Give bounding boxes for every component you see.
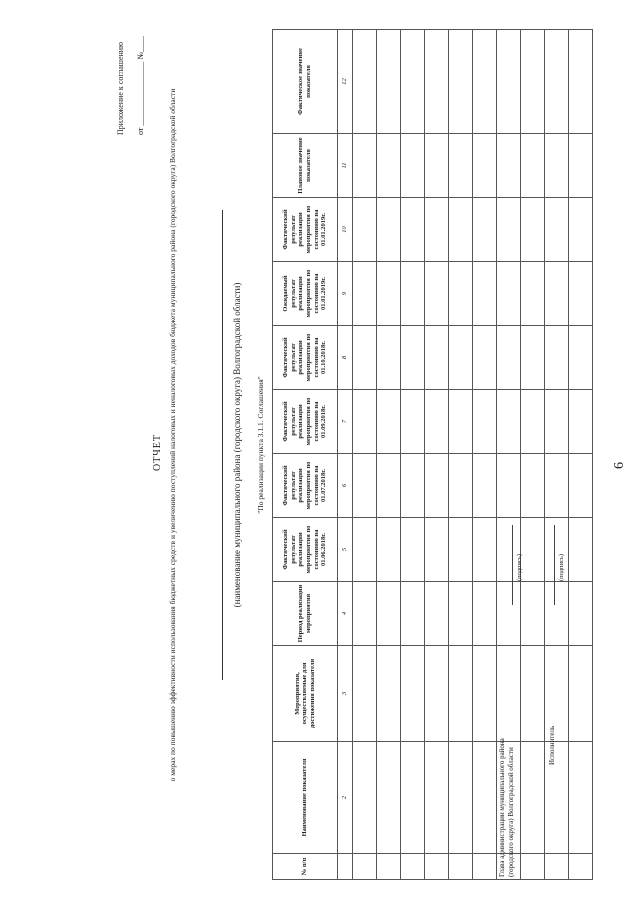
table-cell bbox=[545, 582, 569, 646]
table-row bbox=[353, 30, 377, 880]
table-row bbox=[569, 30, 593, 880]
table-row bbox=[425, 30, 449, 880]
table-cell bbox=[401, 134, 425, 198]
table-cell bbox=[353, 742, 377, 854]
table-cell bbox=[377, 390, 401, 454]
table-cell bbox=[545, 326, 569, 390]
header-cell: Фактический результат реализации мероприятия по состоянию на 01.07.2018г. bbox=[273, 454, 338, 518]
table-cell bbox=[353, 582, 377, 646]
table-cell bbox=[377, 198, 401, 262]
header-cell: № п/п bbox=[273, 854, 338, 880]
table-cell bbox=[545, 454, 569, 518]
table-cell bbox=[569, 854, 593, 880]
table-cell bbox=[425, 854, 449, 880]
table-row bbox=[521, 30, 545, 880]
table-cell bbox=[545, 134, 569, 198]
table-cell bbox=[545, 262, 569, 326]
municipality-caption: (наименование муниципального района (городского округа) Волгоградской области) bbox=[232, 282, 242, 608]
column-number: 2 bbox=[338, 742, 353, 854]
table-cell bbox=[569, 646, 593, 742]
table-cell bbox=[377, 134, 401, 198]
table-cell bbox=[497, 390, 521, 454]
column-number: 6 bbox=[338, 454, 353, 518]
table-cell bbox=[545, 854, 569, 880]
table-cell bbox=[353, 262, 377, 326]
table-cell bbox=[569, 326, 593, 390]
table-cell bbox=[497, 454, 521, 518]
page-number: 6 bbox=[612, 462, 627, 469]
table-cell bbox=[425, 30, 449, 134]
table-row bbox=[449, 30, 473, 880]
column-number: 7 bbox=[338, 390, 353, 454]
table-cell bbox=[497, 198, 521, 262]
header-cell: Фактический результат реализации мероприятия по состоянию на 01.01.2019г. bbox=[273, 198, 338, 262]
table-cell bbox=[473, 742, 497, 854]
head-signature-line bbox=[512, 525, 513, 605]
table-cell bbox=[521, 134, 545, 198]
table-cell bbox=[401, 646, 425, 742]
report-basis: "По реализации пункта 3.1.1. Соглашения" bbox=[256, 376, 265, 514]
table-cell bbox=[401, 198, 425, 262]
table-cell bbox=[473, 198, 497, 262]
table-cell bbox=[425, 518, 449, 582]
table-cell bbox=[521, 454, 545, 518]
table-cell bbox=[377, 854, 401, 880]
table-cell bbox=[449, 518, 473, 582]
table-cell bbox=[521, 854, 545, 880]
column-number: 10 bbox=[338, 198, 353, 262]
table-cell bbox=[353, 134, 377, 198]
table-cell bbox=[473, 646, 497, 742]
table-cell bbox=[449, 326, 473, 390]
table-cell bbox=[521, 390, 545, 454]
table-cell bbox=[425, 742, 449, 854]
executor-signature-line bbox=[554, 525, 555, 605]
table-cell bbox=[425, 198, 449, 262]
table-cell bbox=[353, 390, 377, 454]
column-number bbox=[338, 854, 353, 880]
municipality-name-line bbox=[222, 210, 223, 680]
table-cell bbox=[401, 390, 425, 454]
table-cell bbox=[473, 326, 497, 390]
column-number: 8 bbox=[338, 326, 353, 390]
executor-signature-label: (подпись) bbox=[558, 554, 565, 581]
header-cell: Плановое значение показателя bbox=[273, 134, 338, 198]
table-header-row bbox=[273, 30, 338, 880]
table-cell bbox=[569, 134, 593, 198]
table-cell bbox=[353, 854, 377, 880]
table-cell bbox=[569, 742, 593, 854]
appendix-note: Приложение к соглашению bbox=[116, 41, 125, 135]
table-cell bbox=[377, 30, 401, 134]
table-cell bbox=[377, 742, 401, 854]
table-cell bbox=[569, 262, 593, 326]
table-cell bbox=[449, 854, 473, 880]
table-cell bbox=[521, 582, 545, 646]
table-cell bbox=[449, 134, 473, 198]
table-cell bbox=[569, 198, 593, 262]
table-cell bbox=[473, 582, 497, 646]
table-cell bbox=[425, 262, 449, 326]
table-cell bbox=[425, 390, 449, 454]
table-cell bbox=[569, 518, 593, 582]
table-cell bbox=[449, 198, 473, 262]
header-cell: Фактический результат реализации мероприятия по состоянию на 01.10.2018г. bbox=[273, 326, 338, 390]
header-cell: Наименование показателя bbox=[273, 742, 338, 854]
column-number: 12 bbox=[338, 30, 353, 134]
table-cell bbox=[377, 326, 401, 390]
table-cell bbox=[473, 518, 497, 582]
report-subtitle: о мерах по повышению эффективности использования бюджетных средств и увеличению поступлений налоговых и неналоговых доходов бюджета муниципального района (городского округа) Волгоградской области bbox=[168, 88, 177, 782]
table-cell bbox=[521, 326, 545, 390]
head-of-administration-label: Глава администрации муниципального района (городского округа) Волгоградской области bbox=[498, 738, 515, 877]
table-cell bbox=[401, 582, 425, 646]
header-cell: Период реализации мероприятия bbox=[273, 582, 338, 646]
table-cell bbox=[569, 454, 593, 518]
table-cell bbox=[545, 198, 569, 262]
table-cell bbox=[449, 30, 473, 134]
table-cell bbox=[521, 742, 545, 854]
table-cell bbox=[449, 646, 473, 742]
table-cell bbox=[353, 30, 377, 134]
table-cell bbox=[473, 262, 497, 326]
table-cell bbox=[473, 854, 497, 880]
table-cell bbox=[353, 646, 377, 742]
table-cell bbox=[569, 582, 593, 646]
table-cell bbox=[569, 390, 593, 454]
table-cell bbox=[521, 518, 545, 582]
table-row bbox=[377, 30, 401, 880]
table-cell bbox=[497, 30, 521, 134]
table-cell bbox=[449, 454, 473, 518]
executor-label: Исполнитель bbox=[548, 725, 556, 765]
table-cell bbox=[401, 854, 425, 880]
table-cell bbox=[569, 30, 593, 134]
column-number: 4 bbox=[338, 582, 353, 646]
table-cell bbox=[401, 326, 425, 390]
table-cell bbox=[473, 30, 497, 134]
table-cell bbox=[473, 390, 497, 454]
table-cell bbox=[449, 582, 473, 646]
table-cell bbox=[497, 262, 521, 326]
table-cell bbox=[353, 454, 377, 518]
table-cell bbox=[377, 518, 401, 582]
table-cell bbox=[353, 518, 377, 582]
header-cell: Фактический результат реализации мероприятия по состоянию на 01.09.2018г. bbox=[273, 390, 338, 454]
table-cell bbox=[497, 582, 521, 646]
table-cell bbox=[425, 326, 449, 390]
table-cell bbox=[353, 198, 377, 262]
table-cell bbox=[521, 262, 545, 326]
table-cell bbox=[353, 326, 377, 390]
column-number: 11 bbox=[338, 134, 353, 198]
table-cell bbox=[521, 30, 545, 134]
table-row bbox=[473, 30, 497, 880]
column-number: 3 bbox=[338, 646, 353, 742]
table-row bbox=[401, 30, 425, 880]
column-number: 9 bbox=[338, 262, 353, 326]
header-cell: Мероприятия, осуществляемые для достижения показателя bbox=[273, 646, 338, 742]
header-cell: Ожидаемый результат реализации мероприятия по состоянию на 01.01.2019г. bbox=[273, 262, 338, 326]
table-cell bbox=[425, 646, 449, 742]
table-cell bbox=[377, 582, 401, 646]
table-cell bbox=[497, 134, 521, 198]
table-cell bbox=[425, 454, 449, 518]
report-table bbox=[272, 29, 593, 880]
table-cell bbox=[377, 262, 401, 326]
table-cell bbox=[377, 646, 401, 742]
table-cell bbox=[521, 646, 545, 742]
table-cell bbox=[545, 30, 569, 134]
head-signature-label: (подпись) bbox=[516, 554, 523, 581]
report-title: ОТЧЕТ bbox=[152, 433, 163, 472]
table-cell bbox=[401, 742, 425, 854]
table-cell bbox=[521, 198, 545, 262]
table-cell bbox=[473, 134, 497, 198]
appendix-date-line: от ________________ №____ bbox=[136, 35, 145, 135]
table-cell bbox=[401, 262, 425, 326]
table-cell bbox=[473, 454, 497, 518]
table-cell bbox=[545, 390, 569, 454]
column-number: 5 bbox=[338, 518, 353, 582]
header-cell: Фактический результат реализации мероприятия по состоянию на 01.06.2018г. bbox=[273, 518, 338, 582]
table-cell bbox=[449, 742, 473, 854]
table-cell bbox=[401, 454, 425, 518]
table-cell bbox=[401, 30, 425, 134]
table-cell bbox=[497, 326, 521, 390]
table-cell bbox=[449, 262, 473, 326]
table-cell bbox=[425, 582, 449, 646]
header-cell: Фактическое значение показателя bbox=[273, 30, 338, 134]
column-number-row bbox=[338, 30, 353, 880]
table-cell bbox=[377, 454, 401, 518]
table-cell bbox=[401, 518, 425, 582]
table-cell bbox=[425, 134, 449, 198]
table-cell bbox=[449, 390, 473, 454]
